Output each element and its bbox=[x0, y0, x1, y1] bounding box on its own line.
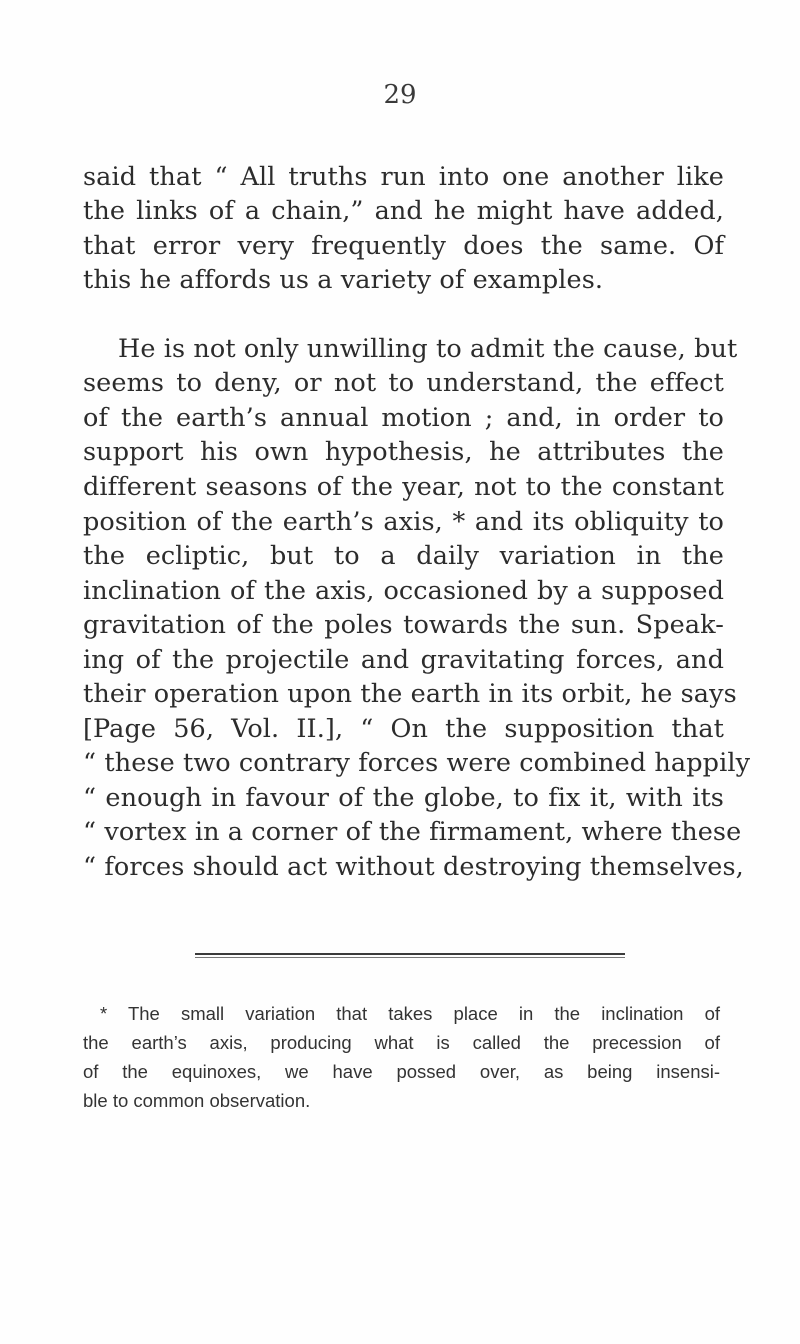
text-line: seems to deny, or not to understand, the effect bbox=[83, 368, 724, 398]
text-line: the links of a chain,” and he might have added, bbox=[83, 196, 724, 226]
text-line: the ecliptic, but to a daily variation in the bbox=[83, 541, 724, 571]
footnote-line: of the equinoxes, we have possed over, as being insensi- bbox=[83, 1061, 720, 1082]
text-line: different seasons of the year, not to the constant bbox=[83, 472, 724, 502]
text-line: position of the earth’s axis, * and its obliquity to bbox=[83, 507, 724, 537]
text-line: their operation upon the earth in its orbit, he says bbox=[83, 679, 737, 709]
text-line: inclination of the axis, occasioned by a supposed bbox=[83, 576, 724, 606]
text-line: this he affords us a variety of examples. bbox=[83, 265, 604, 295]
text-line: “ enough in favour of the globe, to fix it, with its bbox=[83, 783, 724, 813]
text-line: [Page 56, Vol. II.], “ On the supposition that bbox=[83, 714, 724, 744]
footnote-line: ble to common observation. bbox=[83, 1090, 311, 1111]
text-line: He is not only unwilling to admit the cause, but bbox=[118, 334, 738, 364]
text-line: “ forces should act without destroying themselves, bbox=[83, 852, 744, 882]
text-line: “ these two contrary forces were combined happily bbox=[83, 748, 751, 778]
text-line: of the earth’s annual motion ; and, in order to bbox=[83, 403, 724, 433]
text-line: that error very frequently does the same. Of bbox=[83, 231, 724, 261]
footnote-divider-thin bbox=[195, 957, 625, 958]
text-line: support his own hypothesis, he attributes the bbox=[83, 437, 724, 467]
text-line: “ vortex in a corner of the firmament, where these bbox=[83, 817, 742, 847]
footnote-line: the earth’s axis, producing what is called the precession of bbox=[83, 1032, 720, 1053]
page-number: 29 bbox=[383, 80, 417, 110]
footnote-line: * The small variation that takes place in the inclination of bbox=[100, 1003, 720, 1024]
footnote-divider bbox=[195, 953, 625, 955]
text-line: said that “ All truths run into one another like bbox=[83, 162, 724, 192]
text-line: ing of the projectile and gravitating forces, and bbox=[83, 645, 724, 675]
text-line: gravitation of the poles towards the sun. Speak- bbox=[83, 610, 724, 640]
